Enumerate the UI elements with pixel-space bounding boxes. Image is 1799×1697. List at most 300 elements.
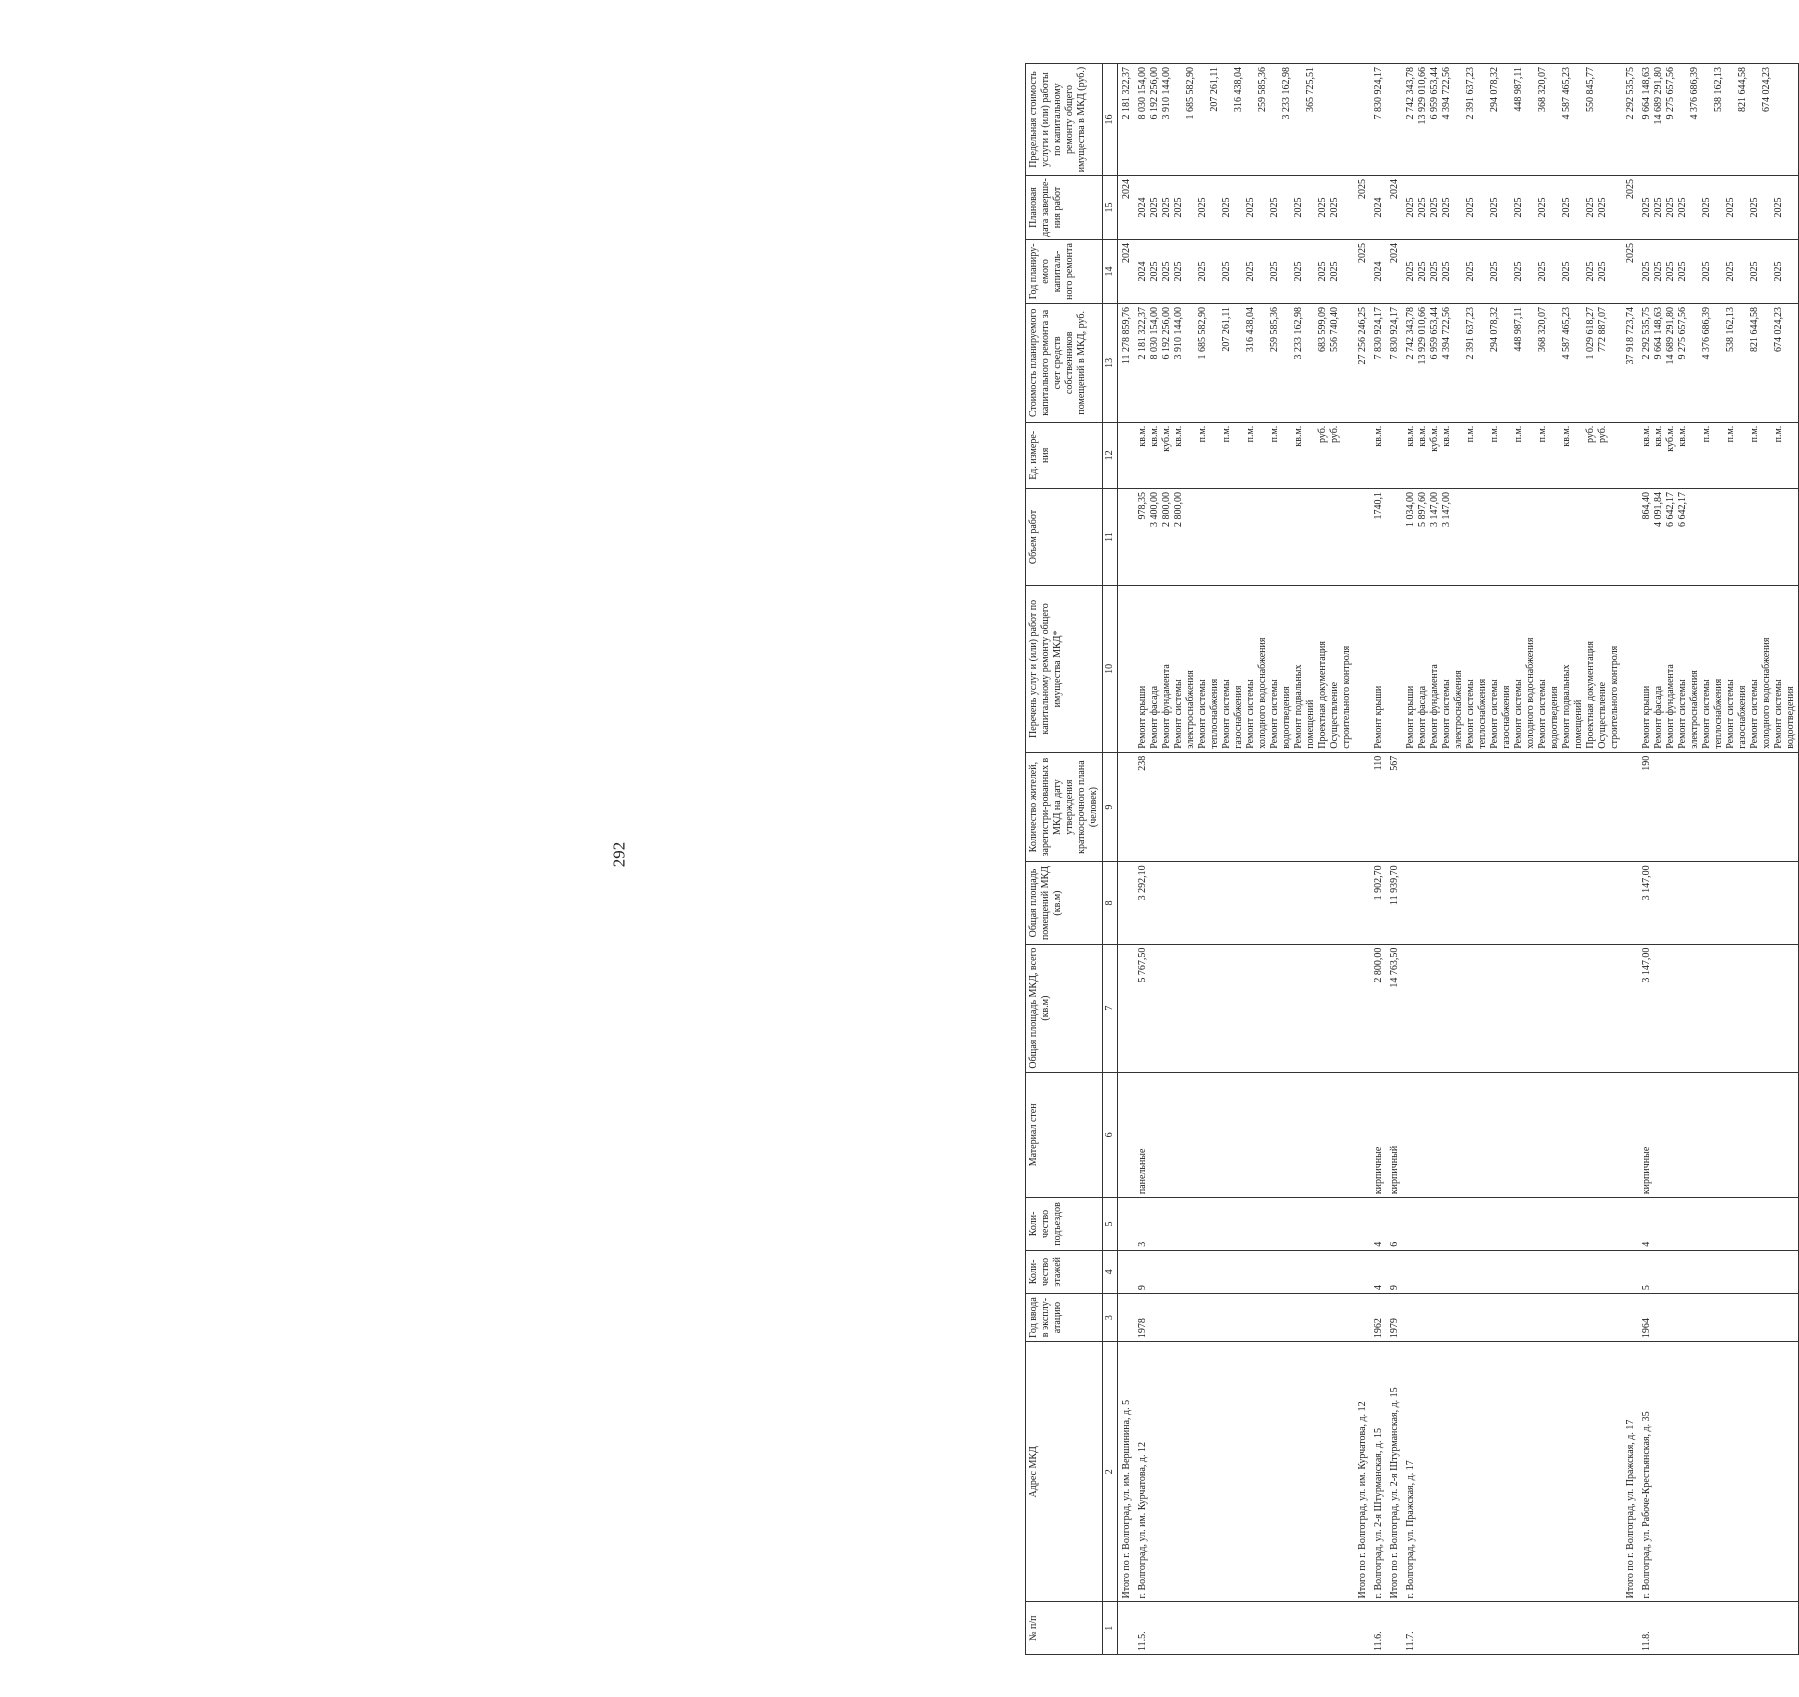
object-area_rooms: 11 939,70 [1389,865,1400,906]
object-floors: 5 [1641,1285,1652,1291]
work-max: 2 391 637,23 [1465,67,1476,120]
column-header: Объем работ [1026,488,1103,585]
work-name: Ремонт фасада [1653,685,1664,749]
work-cost: 3 233 162,98 [1293,306,1304,360]
work-name: Ремонт системы [1197,679,1208,749]
work-name: электроснабжения [1453,670,1464,749]
column-number: 6 [1103,1072,1118,1198]
object-area_total: 14 763,50 [1389,947,1400,988]
column-number: 7 [1103,944,1118,1072]
column-header: Стоимость планируемого капитального ремонта за счет средств собственников помещений в МКД, руб. [1026,303,1103,422]
work-cost: 538 162,13 [1725,306,1736,352]
object-row [1134,64,1354,1655]
total-year: 2024 [1121,242,1132,263]
work-max: 14 689 291,80 [1653,67,1664,125]
work-cost: 4 587 465,23 [1561,306,1572,360]
object-residents: 567 [1389,755,1400,771]
object-area_rooms: 1 902,70 [1373,865,1384,901]
work-year: 2025 [1405,261,1416,282]
work-name: электроснабжения [1185,670,1196,749]
work-year: 2025 [1701,261,1712,282]
column-number: 1 [1103,1602,1118,1655]
work-cost: 9 275 657,56 [1677,306,1688,360]
work-cost: 8 030 154,00 [1149,306,1160,360]
work-unit: кв.м. [1677,425,1688,447]
work-max: 4 587 465,23 [1561,67,1572,120]
work-max: 4 394 722,56 [1441,67,1452,120]
work-vol: 1 034,00 [1405,491,1416,527]
work-unit: п.м. [1245,425,1256,443]
work-date: 2025 [1653,197,1664,218]
work-name: Ремонт крыши [1405,685,1416,749]
work-unit: п.м. [1701,425,1712,443]
object-floors: 9 [1389,1285,1400,1291]
column-number: 10 [1103,586,1118,753]
work-year: 2025 [1465,261,1476,282]
work-name: Ремонт системы [1537,679,1548,749]
work-name: Ремонт системы [1489,679,1500,749]
work-max: 294 078,32 [1489,67,1500,112]
work-name: строительного контроля [1609,645,1620,749]
work-year: 2025 [1585,261,1596,282]
work-vol: 3 147,00 [1429,491,1440,527]
total-label: Итого по г. Волгоград, ул. 2-я Штурманская, д. 15 [1389,1387,1400,1599]
work-max: 365 725,51 [1305,67,1316,112]
work-max: 7 830 924,17 [1373,67,1384,120]
object-address: г. Волгоград, ул. 2-я Штурманская, д. 15 [1373,1428,1384,1599]
work-year: 2025 [1197,261,1208,282]
work-year: 2025 [1441,261,1452,282]
work-year: 2025 [1641,261,1652,282]
work-name: холодного водоснабжения [1525,637,1536,749]
work-date: 2025 [1329,197,1340,218]
work-name: Ремонт подвальных [1293,664,1304,749]
work-date: 2024 [1373,197,1384,218]
work-name: Ремонт крыши [1641,685,1652,749]
total-cost: 11 278 859,76 [1121,306,1132,365]
work-unit: п.м. [1269,425,1280,443]
work-name: водоотведения [1281,686,1292,749]
work-date: 2025 [1665,197,1676,218]
object-num: 11.5. [1137,1631,1148,1651]
object-area_rooms: 3 292,10 [1137,865,1148,901]
work-unit: руб. [1597,425,1608,444]
work-cost: 1 029 618,27 [1585,306,1596,360]
work-name: газоснабжения [1737,685,1748,749]
work-max: 3 233 162,98 [1281,67,1292,120]
column-header: Общая площадь помещений МКД (кв.м) [1026,862,1103,944]
work-name: Ремонт фундамента [1665,664,1676,749]
object-entrances: 4 [1641,1241,1652,1247]
work-name: Ремонт системы [1677,679,1688,749]
work-year: 2025 [1773,261,1784,282]
work-name: Ремонт фундамента [1429,664,1440,749]
work-name: Ремонт системы [1725,679,1736,749]
table-header [1026,64,1118,1655]
object-address: г. Волгоград, ул. Рабоче-Крестьянская, д. 35 [1641,1411,1652,1599]
total-date: 2025 [1625,179,1636,200]
work-date: 2025 [1429,197,1440,218]
work-vol: 6 642,17 [1665,491,1676,527]
work-year: 2025 [1429,261,1440,282]
work-unit: куб.м. [1429,425,1440,452]
object-year: 1962 [1373,1318,1384,1339]
work-max: 4 376 686,39 [1689,67,1700,120]
total-max: 2 292 535,75 [1625,67,1636,120]
work-year: 2025 [1725,261,1736,282]
total-row [1386,64,1402,1655]
work-year: 2025 [1677,261,1688,282]
work-date: 2025 [1197,197,1208,218]
work-name: теплоснабжения [1477,678,1488,749]
work-unit: кв.м. [1405,425,1416,447]
work-max: 2 742 343,78 [1405,67,1416,120]
work-year: 2025 [1149,261,1160,282]
work-date: 2025 [1641,197,1652,218]
object-address: г. Волгоград, ул. им. Курчатова, д. 12 [1137,1442,1148,1599]
work-max: 6 959 653,44 [1429,67,1440,120]
work-year: 2025 [1221,261,1232,282]
object-entrances: 3 [1137,1241,1148,1247]
work-unit: кв.м. [1373,425,1384,447]
column-header: Предельная стоимость услуги и (или) работы по капитальному ремонту общего имущества в МКД (руб.) [1026,64,1103,176]
work-max: 13 929 010,66 [1417,67,1428,125]
work-name: Ремонт системы [1773,679,1784,749]
work-max: 8 030 154,00 [1137,67,1148,120]
work-date: 2024 [1137,197,1148,218]
work-name: холодного водоснабжения [1761,637,1772,749]
work-cost: 674 024,23 [1773,306,1784,352]
work-name: Ремонт системы [1749,679,1760,749]
work-name: газоснабжения [1501,685,1512,749]
work-date: 2025 [1597,197,1608,218]
work-unit: кв.м. [1441,425,1452,447]
work-unit: кв.м. [1137,425,1148,447]
work-cost: 368 320,07 [1537,306,1548,352]
work-date: 2025 [1561,197,1572,218]
column-header: Ед. измере-ния [1026,422,1103,488]
work-cost: 14 689 291,80 [1665,306,1676,365]
work-cost: 2 181 322,37 [1137,306,1148,360]
object-area_total: 3 147,00 [1641,947,1652,983]
work-name: Ремонт системы [1173,679,1184,749]
work-cost: 3 910 144,00 [1173,306,1184,360]
work-unit: кв.м. [1417,425,1428,447]
work-date: 2025 [1417,197,1428,218]
column-number: 15 [1103,176,1118,240]
work-unit: руб. [1585,425,1596,444]
work-cost: 4 376 686,39 [1701,306,1712,360]
column-header: Коли-чество подъездов [1026,1198,1103,1251]
work-unit: п.м. [1221,425,1232,443]
work-year: 2025 [1293,261,1304,282]
page-number: 292 [609,841,629,868]
work-max: 538 162,13 [1713,67,1724,112]
column-header: № п/п [1026,1602,1103,1655]
work-name: газоснабжения [1233,685,1244,749]
object-year: 1979 [1389,1318,1400,1339]
column-header: Количество жителей, зарегистри-рованных в МКД на дату утверждения краткосрочного плана (человек) [1026,752,1103,862]
object-num: 11.6. [1373,1631,1384,1651]
work-unit: кв.м. [1561,425,1572,447]
work-vol: 2 800,00 [1173,491,1184,527]
object-year: 1964 [1641,1318,1652,1339]
object-residents: 110 [1373,755,1384,771]
work-cost: 2 742 343,78 [1405,306,1416,360]
object-num: 11.7. [1405,1631,1416,1651]
work-name: холодного водоснабжения [1257,637,1268,749]
total-cost: 37 918 723,74 [1625,306,1636,365]
work-name: теплоснабжения [1713,678,1724,749]
column-header: Общая площадь МКД, всего (кв.м) [1026,944,1103,1072]
total-date: 2024 [1121,179,1132,200]
work-unit: кв.м. [1653,425,1664,447]
work-date: 2025 [1465,197,1476,218]
column-number: 14 [1103,239,1118,303]
object-material: кирпичные [1373,1146,1384,1195]
work-vol: 864,40 [1641,491,1652,520]
work-vol: 4 091,84 [1653,491,1664,527]
work-year: 2025 [1161,261,1172,282]
work-cost: 448 987,11 [1513,306,1524,352]
work-name: Ремонт системы [1221,679,1232,749]
work-unit: п.м. [1749,425,1760,443]
column-header: Адрес МКД [1026,1342,1103,1602]
work-name: Проектная документация [1317,640,1328,749]
work-max: 821 644,58 [1737,67,1748,112]
work-cost: 4 394 722,56 [1441,306,1452,360]
total-cost: 27 256 246,25 [1357,306,1368,365]
work-unit: п.м. [1197,425,1208,443]
work-unit: куб.м. [1161,425,1172,452]
work-year: 2025 [1245,261,1256,282]
work-unit: кв.м. [1641,425,1652,447]
work-name: помещений [1305,699,1316,749]
column-number: 2 [1103,1342,1118,1602]
work-cost: 7 830 924,17 [1373,306,1384,360]
work-cost: 316 438,04 [1245,306,1256,352]
work-name: Осуществление [1329,681,1340,749]
work-date: 2025 [1677,197,1688,218]
work-year: 2025 [1489,261,1500,282]
work-vol: 1740,1 [1373,491,1384,520]
work-unit: кв.м. [1149,425,1160,447]
column-number: 4 [1103,1250,1118,1293]
work-name: помещений [1573,699,1584,749]
column-header: Плановая дата заверше-ния работ [1026,176,1103,240]
work-date: 2025 [1221,197,1232,218]
work-name: Ремонт фасада [1149,685,1160,749]
total-date: 2025 [1357,179,1368,200]
total-row [1354,64,1370,1655]
work-date: 2025 [1441,197,1452,218]
object-row [1638,64,1799,1655]
object-floors: 9 [1137,1285,1148,1291]
work-cost: 556 740,40 [1329,306,1340,352]
work-name: Ремонт системы [1701,679,1712,749]
work-cost: 2 391 637,23 [1465,306,1476,360]
total-date: 2024 [1389,179,1400,200]
work-max: 316 438,04 [1233,67,1244,112]
object-area_total: 2 800,00 [1373,947,1384,983]
total-max: 2 181 322,37 [1121,67,1132,120]
work-vol: 5 897,60 [1417,491,1428,527]
total-row [1118,64,1135,1655]
work-unit: п.м. [1465,425,1476,443]
work-name: водоотведения [1549,686,1560,749]
work-date: 2025 [1173,197,1184,218]
work-year: 2024 [1137,261,1148,282]
work-name: Осуществление [1597,681,1608,749]
work-date: 2025 [1585,197,1596,218]
work-max: 368 320,07 [1537,67,1548,112]
work-unit: руб. [1329,425,1340,444]
object-address: г. Волгоград, ул. Пражская, д. 17 [1405,1460,1416,1599]
work-date: 2025 [1317,197,1328,218]
work-date: 2025 [1749,197,1760,218]
work-date: 2025 [1293,197,1304,218]
work-max: 550 845,77 [1585,67,1596,112]
work-unit: кв.м. [1173,425,1184,447]
work-max: 9 664 148,63 [1641,67,1652,120]
work-year: 2025 [1317,261,1328,282]
work-cost: 1 685 582,90 [1197,306,1208,360]
total-label: Итого по г. Волгоград, ул. Пражская, д. 17 [1625,1419,1636,1599]
work-max: 6 192 256,00 [1149,67,1160,120]
work-vol: 3 400,00 [1149,491,1160,527]
column-header: Коли-чество этажей [1026,1250,1103,1293]
work-name: Ремонт системы [1465,679,1476,749]
work-name: Проектная документация [1585,640,1596,749]
work-max: 448 987,11 [1513,67,1524,112]
work-name: теплоснабжения [1209,678,1220,749]
column-number: 3 [1103,1294,1118,1342]
object-row [1402,64,1622,1655]
work-vol: 2 800,00 [1161,491,1172,527]
work-unit: п.м. [1489,425,1500,443]
work-date: 2025 [1537,197,1548,218]
work-year: 2025 [1417,261,1428,282]
work-unit: п.м. [1513,425,1524,443]
column-number: 11 [1103,488,1118,585]
work-cost: 207 261,11 [1221,306,1232,352]
object-material: панельные [1137,1148,1148,1195]
work-cost: 2 292 535,75 [1641,306,1652,360]
table-body [1118,64,1799,1655]
object-year: 1978 [1137,1318,1148,1339]
object-material: кирпичный [1389,1145,1400,1195]
column-header: Год планиру-емого капиталь-ного ремонта [1026,239,1103,303]
object-material: кирпичные [1641,1146,1652,1195]
column-number: 8 [1103,862,1118,944]
work-name: водоотведения [1785,686,1796,749]
work-unit: куб.м. [1665,425,1676,452]
object-entrances: 6 [1389,1241,1400,1247]
total-cost: 7 830 924,17 [1389,306,1400,360]
column-number: 12 [1103,422,1118,488]
work-year: 2025 [1537,261,1548,282]
work-date: 2025 [1773,197,1784,218]
work-year: 2025 [1749,261,1760,282]
work-max: 9 275 657,56 [1665,67,1676,120]
object-entrances: 4 [1373,1241,1384,1247]
work-unit: кв.м. [1293,425,1304,447]
work-date: 2025 [1513,197,1524,218]
work-cost: 683 599,09 [1317,306,1328,352]
work-year: 2025 [1561,261,1572,282]
work-max: 207 261,11 [1209,67,1220,112]
work-max: 674 024,23 [1761,67,1772,112]
repair-plan-table [1025,63,1799,1655]
work-date: 2025 [1701,197,1712,218]
work-cost: 772 887,07 [1597,306,1608,352]
work-unit: п.м. [1537,425,1548,443]
work-max: 3 910 144,00 [1161,67,1172,120]
work-vol: 6 642,17 [1677,491,1688,527]
total-row [1622,64,1638,1655]
object-residents: 238 [1137,755,1148,771]
work-cost: 821 644,58 [1749,306,1760,352]
work-date: 2025 [1149,197,1160,218]
object-area_rooms: 3 147,00 [1641,865,1652,901]
object-num: 11.8. [1641,1631,1652,1651]
work-name: Ремонт фундамента [1161,664,1172,749]
work-name: Ремонт системы [1245,679,1256,749]
work-name: Ремонт подвальных [1561,664,1572,749]
work-year: 2025 [1665,261,1676,282]
work-unit: руб. [1317,425,1328,444]
total-label: Итого по г. Волгоград, ул. им. Вершинина, д. 5 [1121,1399,1132,1599]
work-name: электроснабжения [1689,670,1700,749]
work-unit: п.м. [1725,425,1736,443]
work-date: 2025 [1405,197,1416,218]
work-cost: 9 664 148,63 [1653,306,1664,360]
work-year: 2025 [1653,261,1664,282]
work-cost: 294 078,32 [1489,306,1500,352]
work-name: строительного контроля [1341,645,1352,749]
work-vol: 978,35 [1137,491,1148,520]
column-header: Год ввода в эксплу-атацию [1026,1294,1103,1342]
work-max: 259 585,36 [1257,67,1268,112]
work-year: 2025 [1329,261,1340,282]
work-year: 2024 [1373,261,1384,282]
work-year: 2025 [1269,261,1280,282]
total-year: 2025 [1625,242,1636,263]
work-max: 1 685 582,90 [1185,67,1196,120]
work-date: 2025 [1161,197,1172,218]
column-number: 9 [1103,752,1118,862]
work-name: Ремонт крыши [1137,685,1148,749]
object-residents: 190 [1641,755,1652,771]
work-name: Ремонт системы [1513,679,1524,749]
work-year: 2025 [1173,261,1184,282]
column-number: 16 [1103,64,1118,176]
object-area_total: 5 767,50 [1137,947,1148,983]
work-year: 2025 [1513,261,1524,282]
work-date: 2025 [1245,197,1256,218]
work-cost: 259 585,36 [1269,306,1280,352]
work-date: 2025 [1725,197,1736,218]
column-header: Перечень услуг и (или) работ по капитальному ремонту общего имущества МКД* [1026,586,1103,753]
column-header: Материал стен [1026,1072,1103,1198]
work-date: 2025 [1489,197,1500,218]
work-year: 2025 [1597,261,1608,282]
work-name: Ремонт фасада [1417,685,1428,749]
object-floors: 4 [1373,1285,1384,1291]
column-number: 13 [1103,303,1118,422]
total-label: Итого по г. Волгоград, ул. им. Курчатова, д. 12 [1357,1401,1368,1599]
work-cost: 6 959 653,44 [1429,306,1440,360]
